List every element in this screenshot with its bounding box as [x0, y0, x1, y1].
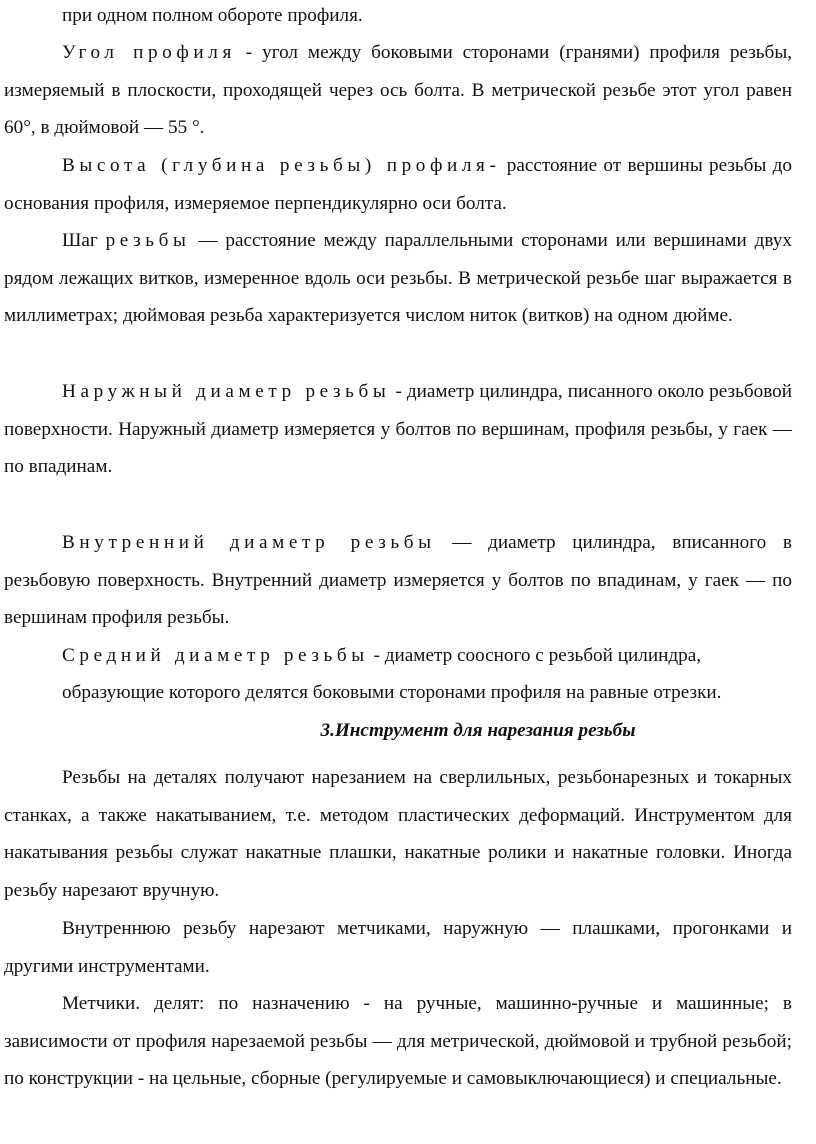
paragraph-text: при одном полном обороте профиля.: [62, 5, 363, 26]
paragraph-text: - угол между боковыми сторонами (гранями) профиля резьбы, измеряемый в плоскости, проходящей через ось болта. В метрической резьбе этот угол равен 60°, в дюймовой — 55 °.: [4, 42, 793, 139]
term-profile-height: Высота (глубина резьбы) профиля-: [62, 155, 501, 176]
term-outer-diameter: Наружный диаметр резьбы: [62, 381, 391, 402]
paragraph-thread-production: [4, 759, 792, 909]
paragraph-text: — расстояние между параллельными сторонами или вершинами двух рядом лежащих витков, измеренное вдоль оси резьбы. В метрической резьбе шаг выражается в миллиметрах; дюймовая резьба характеризуется числом ниток (витков) на одном дюйме.: [4, 230, 792, 327]
paragraph-continuation: [4, 0, 792, 35]
paragraph-profile-height: [4, 147, 792, 222]
paragraph-mean-diameter-line1: [62, 637, 802, 675]
paragraph-text: Внутреннюю резьбу нарезают метчиками, наружную — плашками, прогонками и другими инструментами.: [4, 918, 792, 977]
paragraph-text: образующие которого делятся боковыми сторонами профиля на равные отрезки.: [62, 682, 722, 703]
paragraph-outer-diameter: [4, 373, 792, 486]
paragraph-text: Резьбы на деталях получают нарезанием на сверлильных, резьбонарезных и токарных станках, а также накатыванием, т.е. методом пластических деформаций. Инструментом для накатывания резьбы служат накатные плашки, накатные ролики и накатные головки. Иногда резьбу нарезают вручную.: [4, 767, 792, 901]
term-thread-pitch: резьбы: [105, 230, 191, 251]
paragraph-text: - диаметр цилиндра, писанного около резьбовой поверхности. Наружный диаметр измеряется у болтов по вершинам, профиля резьбы, у гаек — по впадинам.: [4, 381, 792, 478]
paragraph-taps: [4, 985, 792, 1098]
term-profile-angle: Угол профиля: [62, 42, 236, 63]
term-mean-diameter: Средний диаметр резьбы: [62, 645, 369, 666]
paragraph-text: — диаметр цилиндра, вписанного в резьбовую поверхность. Внутренний диаметр измеряется у болтов по впадинам, у гаек — по вершинам профиля резьбы.: [4, 532, 792, 629]
paragraph-profile-angle: [4, 34, 792, 147]
term-inner-diameter: Внутренний диаметр резьбы: [62, 532, 436, 553]
paragraph-mean-diameter-line2: [62, 674, 802, 712]
paragraph-inner-diameter: [4, 524, 792, 637]
section-heading: 3.Инструмент для нарезания резьбы: [320, 720, 636, 741]
paragraph-internal-thread: [4, 910, 792, 985]
paragraph-lead: Шаг: [62, 230, 106, 251]
paragraph-text: Метчики. делят: по назначению - на ручные, машинно-ручные и машинные; в зависимости от профиля нарезаемой резьбы — для метрической, дюймовой и трубной резьбой; по конструкции - на цельные, сборные (регулируемые и самовыключающиеся) и специальные.: [4, 993, 792, 1090]
paragraph-thread-pitch: [4, 222, 792, 335]
paragraph-text: - диаметр соосного с резьбой цилиндра,: [368, 645, 702, 666]
paragraph-text: расстояние от вершины резьбы до основания профиля, измеряемое перпендикулярно оси болта.: [4, 155, 792, 214]
